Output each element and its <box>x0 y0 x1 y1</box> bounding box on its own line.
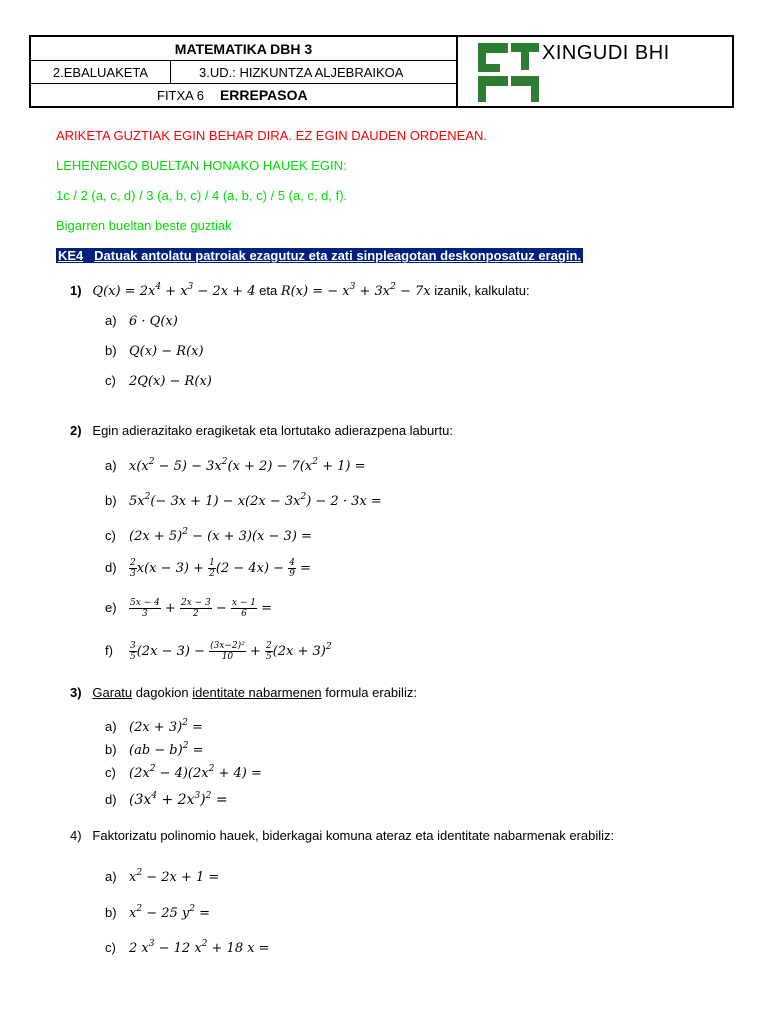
header-divider <box>456 37 458 106</box>
question-1 <box>70 282 530 299</box>
question-text: izanik, kalkulatu: <box>434 283 530 298</box>
sheet-label: FITXA 6 <box>157 87 204 103</box>
q3-item-a: a) $(2x + 3)^2$ = <box>105 718 203 735</box>
page-title: MATEMATIKA DBH 3 <box>174 40 313 57</box>
q2-item-b: b) $5x^2(- 3x + 1) - x(2x - 3x^2) - 2 \cdot 3x$ = <box>105 492 382 509</box>
q1-item-b: b) Q(x) − R(x) <box>105 343 204 359</box>
sheet-name: ERREPASOA <box>219 87 308 103</box>
q3-item-c: c) $(2x^2 - 4)(2x^2 + 4)$ = <box>105 764 262 781</box>
connector-eta: eta <box>259 283 278 298</box>
school-name: XINGUDI BHI <box>542 42 670 64</box>
question-4 <box>70 828 614 843</box>
q3-item-b: b) (ab − b)$^2$ = <box>105 741 204 758</box>
instruction-red: ARIKETA GUZTIAK EGIN BEHAR DIRA. EZ EGIN DAUDEN ORDENEAN. <box>56 128 487 143</box>
unit-label: 3.UD.: HIZKUNTZA ALJEBRAIKOA <box>199 64 404 80</box>
q4-item-c: c) 2 $x^3 - 12$ $x^2 + 18$ x = <box>105 939 270 956</box>
question-number: 3) <box>70 685 82 700</box>
instruction-green-2: 1c / 2 (a, c, d) / 3 (a, b, c) / 4 (a, b, c) / 5 (a, c, d, f). <box>56 188 348 203</box>
sheet-cell <box>31 84 456 106</box>
section-code: KE4 <box>58 248 84 263</box>
q4-item-a: a) $x^2 - 2x + 1$ = <box>105 868 220 885</box>
instruction-green-1: LEHENENGO BUELTAN HONAKO HAUEK EGIN: <box>56 158 347 173</box>
q3-item-d: d) $(3x^4 + 2x^3)^2$ = <box>105 791 228 808</box>
q1-item-c: c) 2Q(x) − R(x) <box>105 373 212 389</box>
section-bar <box>56 248 583 263</box>
keyword-garatu: Garatu <box>92 685 133 700</box>
q2-item-e: e) $\frac{5x - 4}{3}$ + $\frac{2x - 3}{2}$ − $\frac{x - 1}{6}$ = <box>105 598 273 619</box>
formula-r: R(x) = − $x^3 + 3x^2 - 7x$ <box>280 282 431 299</box>
q2-item-d: d) $\frac{2}{3}$ x(x − 3) + $\frac{1}{2}$ (2 − 4x) − $\frac{4}{9}$ = <box>105 558 311 579</box>
formula-q: $Q(x) = 2x^4 + x^3 - 2x + 4$ <box>92 282 256 299</box>
q2-item-a: a) $x(x^2 - 5) - 3x^2(x + 2) - 7(x^2 + 1)$ = <box>105 457 366 474</box>
q4-item-b: b) $x^2 - 25$ $y^2$ = <box>105 904 211 921</box>
title-cell <box>31 37 456 61</box>
question-number: 4) <box>70 828 82 843</box>
question-2 <box>70 423 453 438</box>
q2-item-f: f) $\frac{3}{5}$ (2x − 3) − $\frac{\text{(3x−2)²}}{10}$ + $\frac{2}{5}$ $(2x + 3)^2$ <box>105 641 332 662</box>
question-text: Faktorizatu polinomio hauek, biderkagai komuna ateraz eta identitate nabarmenak erabiliz: <box>92 828 615 843</box>
question-number: 1) <box>70 283 82 298</box>
section-text: Datuak antolatu patroiak ezagutuz eta zati sinpleagotan deskonposatuz eragin. <box>94 248 582 263</box>
question-3: 3) Garatu dagokion identitate nabarmenen formula erabiliz: <box>70 685 417 700</box>
q1-item-a: a) 6 · Q(x) <box>105 313 178 329</box>
question-number: 2) <box>70 423 82 438</box>
q2-item-c: c) $(2x + 5)^2 - (x + 3)(x - 3)$ = <box>105 527 312 544</box>
evaluation-label: 2.EBALUAKETA <box>52 64 149 80</box>
instruction-green-3: Bigarren bueltan beste guztiak <box>56 218 232 233</box>
evaluation-cell <box>31 61 171 84</box>
keyword-identitate: identitate nabarmenen <box>192 685 322 700</box>
question-text: Egin adierazitako eragiketak eta lortutako adierazpena laburtu: <box>92 423 454 438</box>
unit-cell <box>171 61 456 84</box>
